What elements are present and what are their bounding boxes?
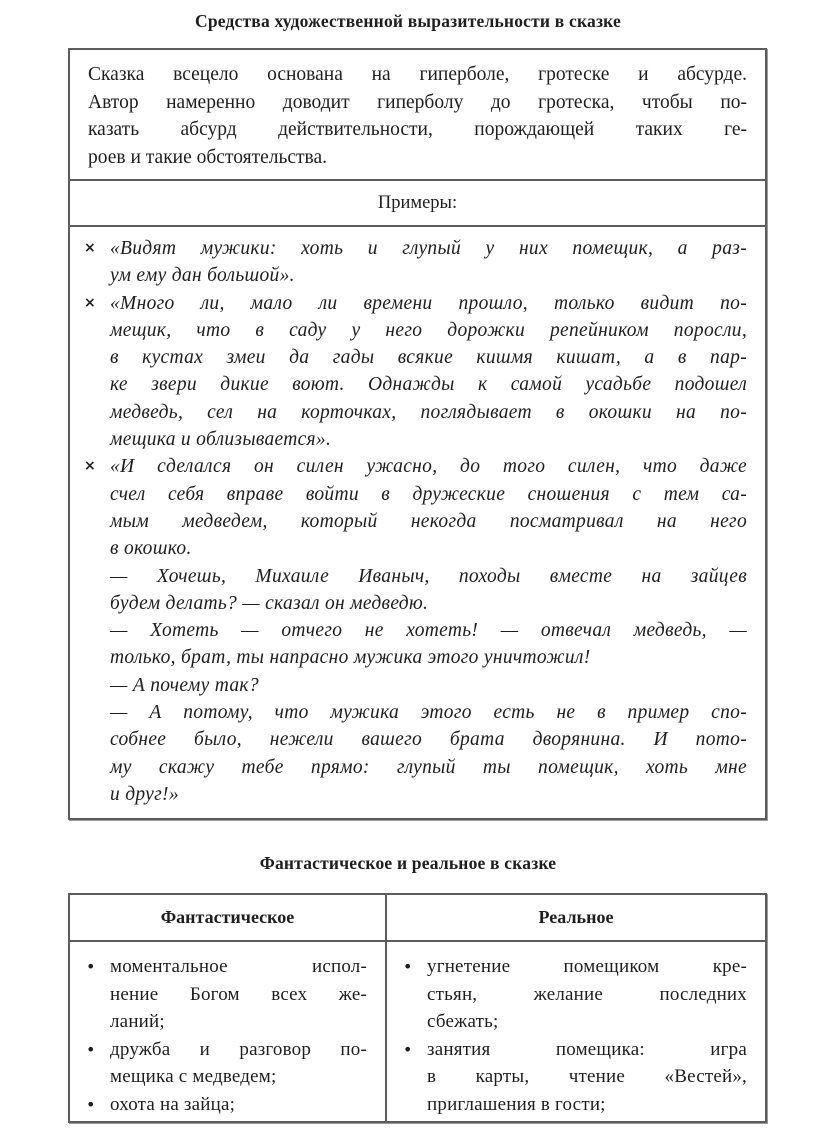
column-header-real: Реальное [387,895,765,942]
intro-line: казать абсурд действительности, порождающей таких ге- [88,119,747,140]
example-line: только, брат, ты напрасно мужика этого уничтожил! [110,647,591,669]
example-line: мещик, что в саду у него дорожки репейником поросли, [110,319,747,341]
item-line: ланий; [110,1011,165,1032]
example-line: собнее было, нежели вашего брата дворянина. И пото- [110,729,747,751]
section-title-fantastic-real: Фантастическое и реальное в сказке [259,853,557,873]
bullet-dot-icon: • [403,1039,413,1059]
bullet-dot-icon: • [86,1094,96,1114]
intro-line: Сказка всецело основана на гиперболе, гротеске и абсурде. [88,64,747,85]
examples-header: Примеры: [70,181,765,227]
item-line: занятия помещика: игра [427,1038,747,1060]
column-fantastic [70,895,387,1121]
example-line: мым медведем, который некогда посматривал на него [110,510,747,532]
cross-bullet-icon: × [84,294,96,311]
example-line: му скажу тебе прямо: глупый ты помещик, хоть мне [110,756,747,778]
item-line: моментальное испол- [110,956,367,977]
intro-line: Автор намеренно доводит гиперболу до гротеска, чтобы по- [88,91,747,113]
bullet-dot-icon: • [86,1039,96,1059]
example-line: «Видят мужики: хоть и глупый у них помещик, а раз- [110,238,747,259]
column-real [387,895,765,1121]
example-item [84,290,747,454]
fantastic-real-table [68,893,767,1123]
example-line: — Хочешь, Михаиле Иваныч, походы вместе на зайцев [110,565,747,587]
item-line: дружба и разговор по- [110,1038,367,1060]
list-item [86,1091,367,1119]
cross-bullet-icon: × [84,458,96,475]
bullet-dot-icon: • [403,957,413,976]
item-line: нение Богом всех же- [110,983,367,1005]
example-line: мещика и облизывается». [110,429,332,451]
item-line: охота на зайца; [110,1093,236,1115]
example-item [84,453,747,808]
column-body-fantastic [70,942,385,1118]
example-line: ке звери дикие воют. Однажды к самой усадьбе подошел [110,374,747,396]
list-item [86,953,367,1036]
example-line: — А потому, что мужика этого есть не в пример спо- [110,702,747,724]
example-line: — Хотеть — отчего не хотеть! — отвечал медведь, — [110,620,747,642]
expressive-means-table [68,48,767,820]
intro-cell [70,50,765,181]
item-line: угнетение помещиком кре- [427,956,747,977]
example-line: и друг!» [110,783,179,805]
example-item [84,235,747,290]
example-line: в окошко. [110,538,192,560]
bullet-dot-icon: • [86,957,96,976]
example-line: «Много ли, мало ли времени прошло, только видит по- [110,292,747,314]
example-line: в кустах змеи да гады всякие кишмя кишат, а в пар- [110,347,747,369]
list-item [403,1036,747,1119]
list-item [403,953,747,1036]
item-line: сбежать; [427,1011,499,1032]
item-line: приглашения в гости; [427,1093,606,1115]
example-line: — А почему так? [110,674,259,696]
column-body-real [387,942,765,1118]
item-line: мещика с медведем; [110,1066,277,1087]
intro-line: роев и такие обстоятельства. [88,146,328,168]
examples-cell [70,227,765,818]
example-line: будем делать? — сказал он медведю. [110,592,429,614]
item-line: в карты, чтение «Вестей», [427,1066,747,1087]
item-line: стьян, желание последних [427,983,747,1005]
list-item [86,1036,367,1091]
cross-bullet-icon: × [84,240,96,256]
example-line: «И сделался он силен ужасно, до того силен, что даже [110,456,747,478]
example-line: ум ему дан большой». [110,265,295,287]
section-title-expressive-means: Средства художественной выразительности в сказке [194,11,621,31]
example-line: медведь, сел на корточках, поглядывает в окошки на по- [110,401,747,423]
example-line: счел себя вправе войти в дружеские сношения с тем са- [110,483,747,505]
column-header-fantastic: Фантастическое [70,895,385,942]
